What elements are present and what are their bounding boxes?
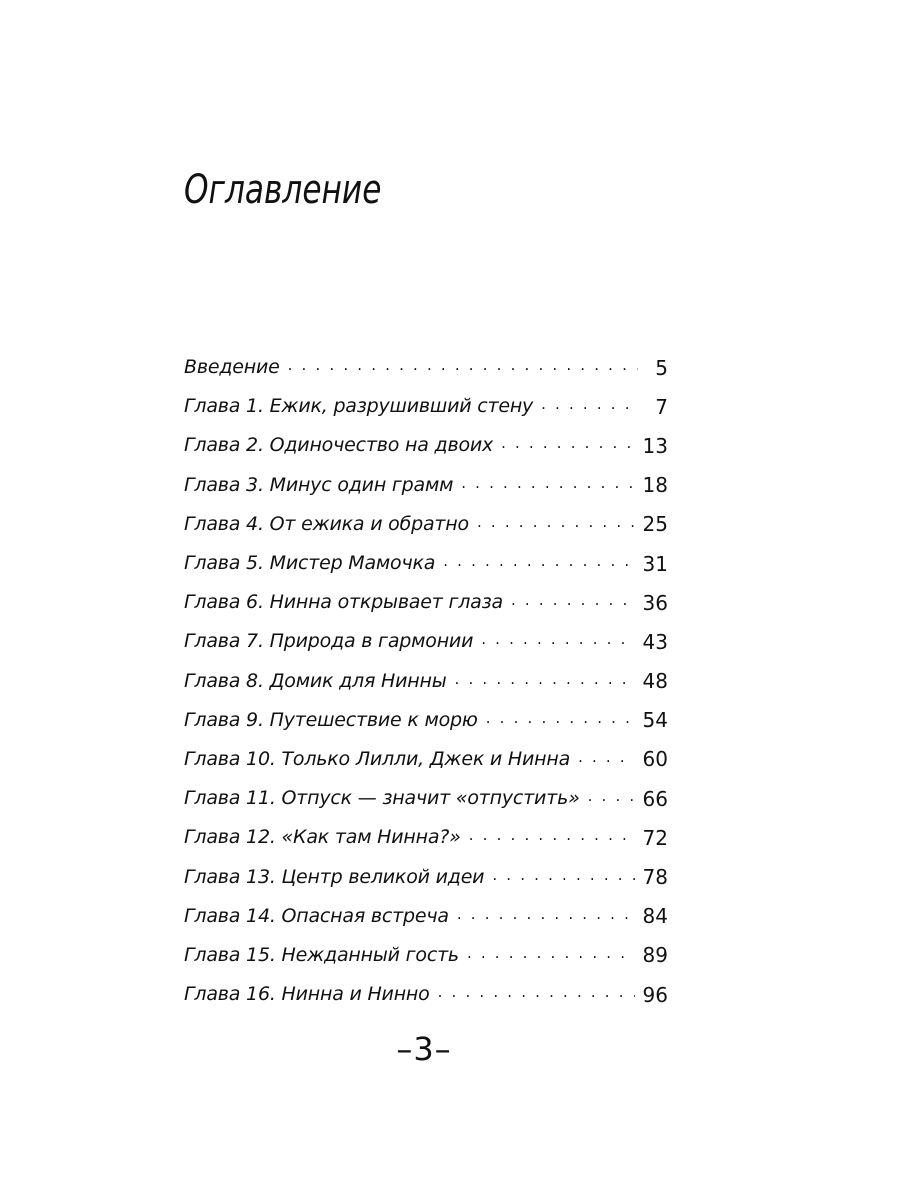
toc-entry-chapter-15 (184, 936, 668, 975)
toc-entry-page: 18 (642, 473, 668, 498)
toc-entry-chapter-13 (184, 857, 668, 896)
toc-entry-page: 7 (655, 394, 668, 419)
table-of-contents (184, 348, 668, 1014)
toc-leader-dots (578, 750, 634, 769)
toc-entry-page: 96 (642, 982, 668, 1007)
toc-leader-dots (461, 476, 634, 495)
toc-entry-chapter-9 (184, 701, 668, 740)
toc-entry-page: 72 (642, 825, 668, 850)
toc-entry-chapter-8 (184, 662, 668, 701)
toc-entry-page: 48 (642, 669, 668, 694)
toc-entry-chapter-16 (184, 975, 668, 1014)
page-number: –3– (396, 1030, 452, 1068)
page-title: Оглавление (184, 167, 382, 213)
toc-entry-label: Глава 1. Ежик, разрушивший стену (184, 395, 534, 418)
toc-entry-chapter-3 (184, 466, 668, 505)
toc-entry-label: Глава 10. Только Лилли, Джек и Нинна (184, 747, 571, 770)
toc-leader-dots (501, 436, 634, 455)
toc-entry-label: Глава 12. «Как там Нинна?» (184, 826, 461, 849)
toc-entry-label: Глава 3. Минус один грамм (184, 473, 454, 496)
toc-entry-chapter-7 (184, 622, 668, 661)
toc-entry-page: 60 (642, 747, 668, 772)
toc-entry-page: 25 (642, 512, 668, 537)
toc-leader-dots (477, 515, 635, 534)
toc-entry-label: Глава 11. Отпуск — значит «отпустить» (184, 787, 580, 810)
toc-leader-dots (486, 711, 635, 730)
toc-entry-intro (184, 348, 668, 387)
toc-leader-dots (492, 868, 634, 887)
toc-entry-label: Глава 7. Природа в гармонии (184, 630, 474, 653)
toc-entry-label: Глава 6. Нинна открывает глаза (184, 591, 503, 614)
toc-entry-chapter-4 (184, 505, 668, 544)
toc-entry-chapter-11 (184, 779, 668, 818)
toc-entry-label: Глава 13. Центр великой идеи (184, 865, 485, 888)
toc-leader-dots (443, 554, 634, 573)
toc-leader-dots (455, 672, 635, 691)
toc-entry-chapter-2 (184, 426, 668, 465)
toc-entry-label: Глава 4. От ежика и обратно (184, 512, 469, 535)
toc-entry-chapter-1 (184, 387, 668, 426)
toc-entry-page: 5 (655, 355, 668, 380)
toc-entry-page: 89 (642, 943, 668, 968)
toc-entry-page: 54 (642, 708, 668, 733)
toc-entry-page: 84 (642, 904, 668, 929)
toc-entry-chapter-10 (184, 740, 668, 779)
toc-entry-label: Глава 8. Домик для Нинны (184, 669, 447, 692)
toc-entry-page: 66 (642, 786, 668, 811)
toc-leader-dots (438, 985, 635, 1004)
toc-entry-page: 43 (642, 629, 668, 654)
toc-entry-label: Глава 16. Нинна и Нинно (184, 983, 430, 1006)
toc-entry-label: Глава 5. Мистер Мамочка (184, 552, 436, 575)
toc-entry-page: 13 (642, 433, 668, 458)
toc-entry-label: Введение (184, 356, 280, 379)
toc-entry-page: 78 (642, 865, 668, 890)
toc-entry-chapter-14 (184, 897, 668, 936)
toc-leader-dots (467, 946, 635, 965)
toc-entry-chapter-5 (184, 544, 668, 583)
toc-entry-page: 36 (642, 590, 668, 615)
toc-leader-dots (469, 828, 635, 847)
toc-leader-dots (541, 397, 638, 416)
toc-entry-chapter-12 (184, 818, 668, 857)
toc-leader-dots (457, 907, 635, 926)
toc-leader-dots (511, 593, 635, 612)
toc-entry-chapter-6 (184, 583, 668, 622)
toc-entry-label: Глава 9. Путешествие к морю (184, 708, 478, 731)
toc-entry-page: 31 (642, 551, 668, 576)
toc-leader-dots (588, 789, 635, 808)
toc-entry-label: Глава 14. Опасная встреча (184, 904, 449, 927)
toc-entry-label: Глава 15. Нежданный гость (184, 943, 459, 966)
toc-entry-label: Глава 2. Одиночество на двоих (184, 434, 494, 457)
toc-leader-dots (288, 358, 638, 377)
toc-leader-dots (481, 632, 634, 651)
